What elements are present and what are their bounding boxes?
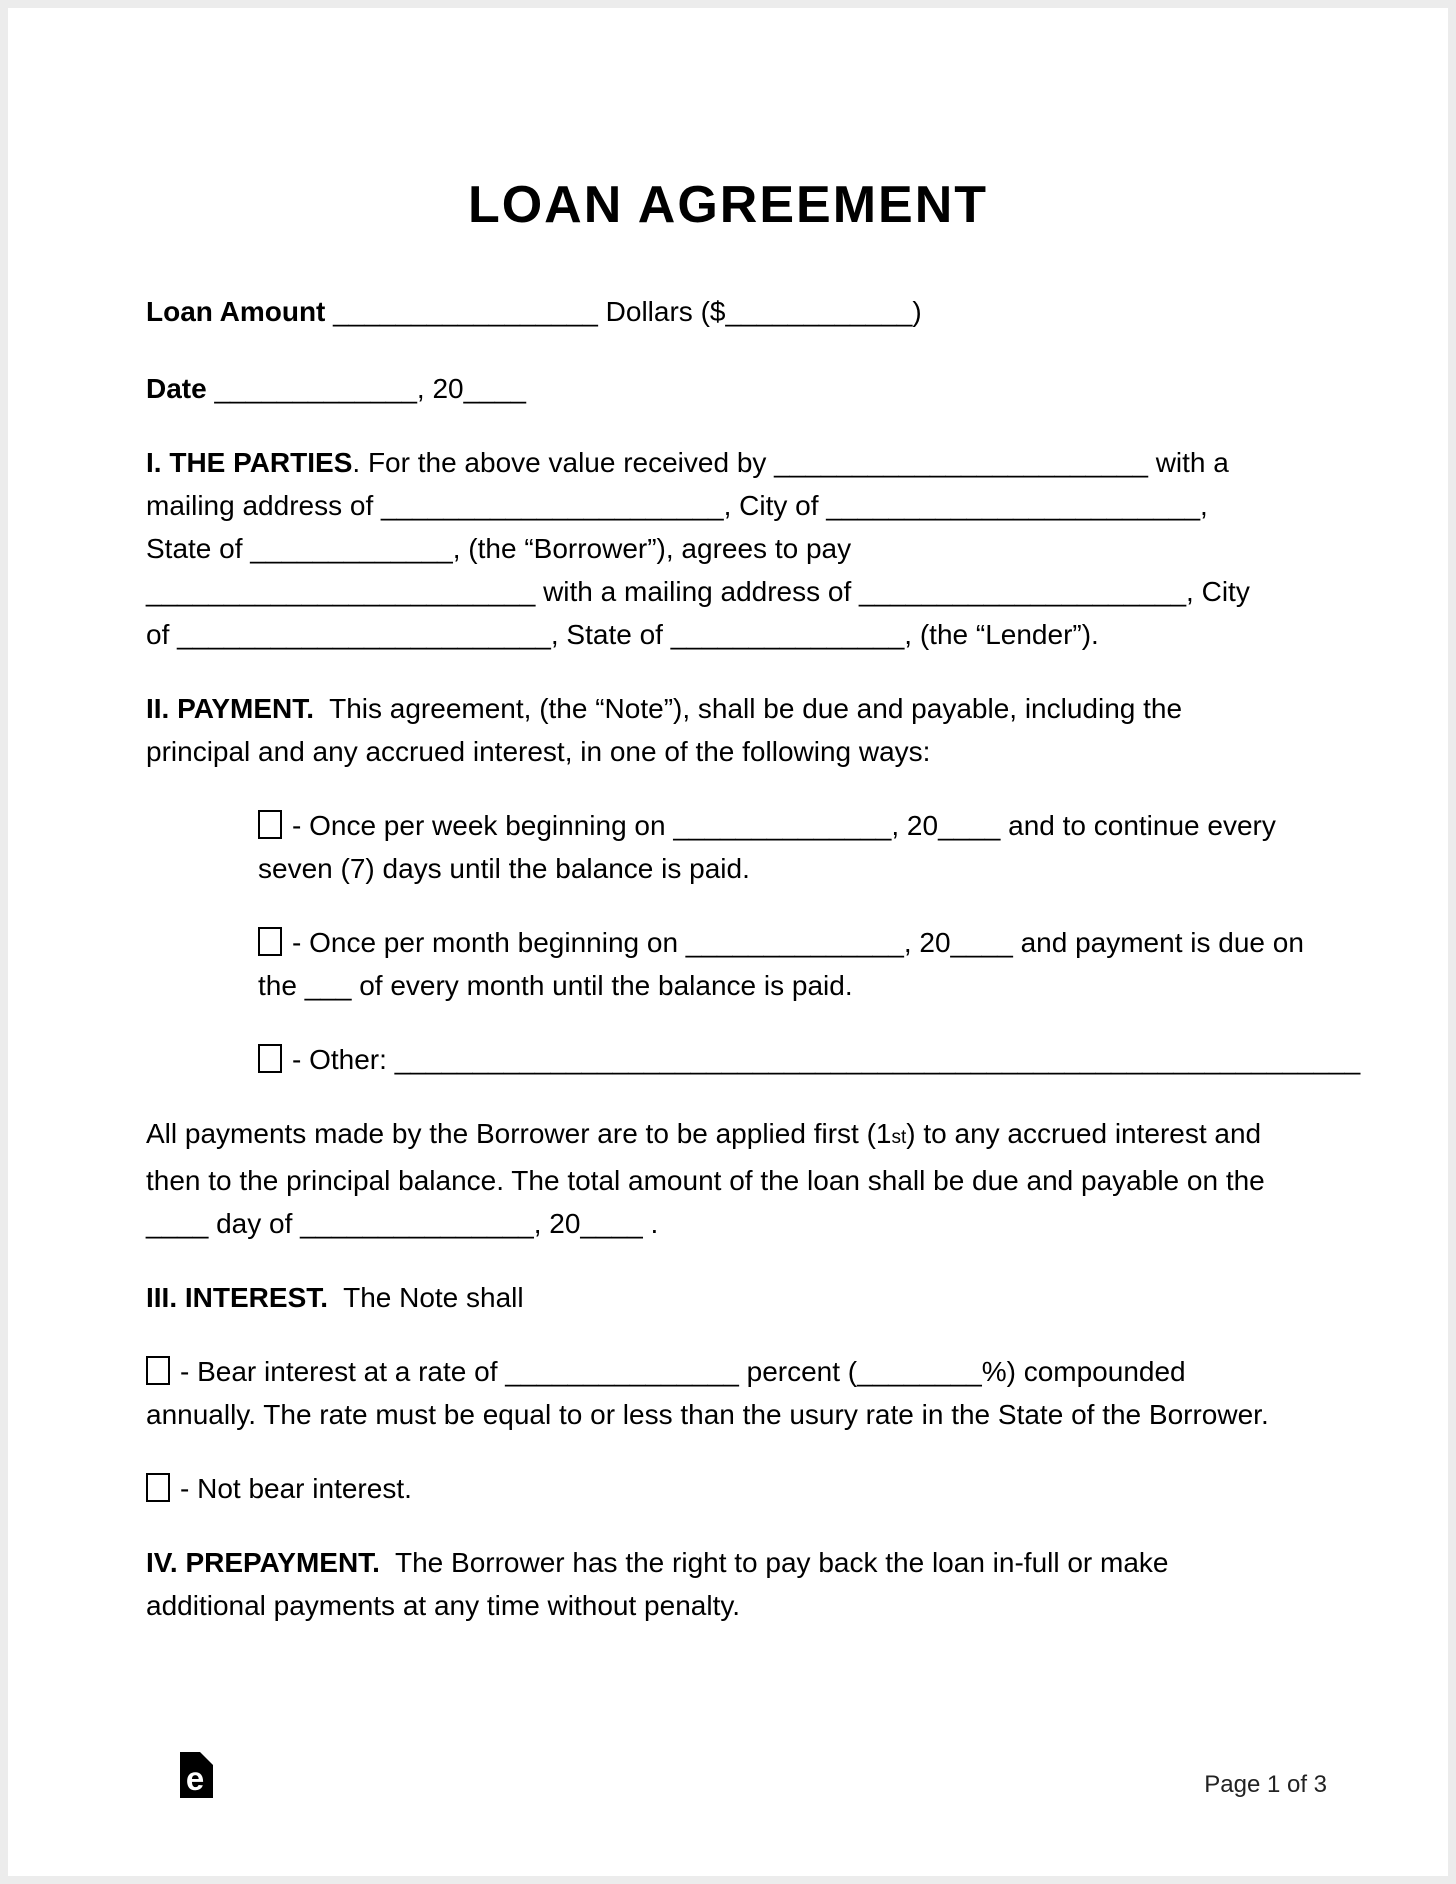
loan-amount-label: Loan Amount — [146, 296, 326, 327]
loan-amount-section — [146, 290, 1310, 333]
payment-option-other-text: - Other: ______________________________________________________________ — [292, 1044, 1361, 1075]
parties-line-5: of ________________________, State of _______________, (the “Lender”). — [146, 619, 1099, 650]
document-page — [8, 8, 1448, 1876]
payment-option-weekly — [146, 804, 1310, 890]
eforms-logo-icon — [180, 1752, 213, 1798]
interest-section — [146, 1276, 1310, 1319]
interest-option-bear-line-1 — [146, 1350, 1310, 1393]
payment-option-weekly-line-1 — [146, 804, 1310, 847]
payment-option-other — [146, 1038, 1361, 1081]
checkbox-icon[interactable] — [146, 1356, 170, 1385]
eforms-logo-letter: e — [185, 1760, 205, 1797]
page-number: Page 1 of 3 — [1204, 1771, 1327, 1798]
interest-heading: III. INTEREST. — [146, 1282, 329, 1313]
parties-line-2: mailing address of ______________________, City of ________________________, — [146, 490, 1208, 521]
checkbox-icon[interactable] — [146, 1473, 170, 1502]
payments-applied-part-2: ) to any accrued interest and — [906, 1118, 1262, 1149]
prepayment-line-1-text: The Borrower has the right to pay back the loan in-full or make — [379, 1547, 1169, 1578]
payment-line-1 — [146, 687, 1310, 730]
payment-option-monthly — [146, 921, 1310, 1007]
payments-applied-line-1 — [146, 1112, 1310, 1159]
payment-heading: II. PAYMENT. — [146, 693, 315, 724]
payment-option-other-line — [146, 1038, 1361, 1081]
parties-line-4: _________________________ with a mailing address of _____________________, City — [146, 576, 1250, 607]
parties-heading: I. THE PARTIES — [146, 447, 353, 478]
loan-amount-line — [146, 290, 1310, 333]
interest-option-bear — [146, 1350, 1310, 1436]
parties-line-3: State of _____________, (the “Borrower”), agrees to pay — [146, 533, 852, 564]
payments-applied-section — [146, 1112, 1310, 1245]
interest-line-1 — [146, 1276, 1310, 1319]
document-title: LOAN AGREEMENT — [467, 176, 989, 234]
parties-section — [146, 441, 1310, 656]
checkbox-icon[interactable] — [258, 810, 282, 839]
payment-option-monthly-text: - Once per month beginning on ______________, 20____ and payment is due on — [292, 927, 1304, 958]
payment-option-weekly-text: - Once per week beginning on ______________, 20____ and to continue every — [292, 810, 1276, 841]
parties-line-1 — [146, 441, 1310, 484]
checkbox-icon[interactable] — [258, 927, 282, 956]
interest-option-not-bear-text: - Not bear interest. — [180, 1473, 412, 1504]
interest-option-not-bear-line — [146, 1467, 1310, 1510]
interest-option-bear-text: - Bear interest at a rate of _______________ percent (________%) compounded — [180, 1356, 1186, 1387]
date-label: Date — [146, 373, 207, 404]
parties-line-1-text: . For the above value received by ________________________ with a — [352, 447, 1229, 478]
payment-line-1-text: This agreement, (the “Note”), shall be due and payable, including the — [314, 693, 1183, 724]
payments-applied-line-2: then to the principal balance. The total amount of the loan shall be due and payable on the — [146, 1165, 1265, 1196]
payment-option-monthly-line-1 — [146, 921, 1310, 964]
prepayment-line-2: additional payments at any time without penalty. — [146, 1590, 741, 1621]
payment-option-weekly-line-2: seven (7) days until the balance is paid. — [258, 853, 750, 884]
payment-option-monthly-line-2: the ___ of every month until the balance is paid. — [258, 970, 853, 1001]
date-line — [146, 367, 1310, 410]
payment-line-2: principal and any accrued interest, in one of the following ways: — [146, 736, 931, 767]
payment-section — [146, 687, 1310, 773]
payments-applied-part-1: All payments made by the Borrower are to be applied first (1 — [146, 1118, 892, 1149]
interest-line-1-text: The Note shall — [328, 1282, 524, 1313]
prepayment-line-1 — [146, 1541, 1310, 1584]
date-section — [146, 367, 1310, 410]
ordinal-suffix: st — [891, 1127, 907, 1148]
interest-option-bear-line-2: annually. The rate must be equal to or less than the usury rate in the State of the Borrower. — [146, 1399, 1269, 1430]
interest-option-not-bear — [146, 1467, 1310, 1510]
date-blank: _____________, 20____ — [206, 373, 526, 404]
payments-applied-line-3: ____ day of _______________, 20____ . — [146, 1208, 659, 1239]
checkbox-icon[interactable] — [258, 1044, 282, 1073]
loan-amount-blank: _________________ Dollars ($____________) — [325, 296, 922, 327]
prepayment-heading: IV. PREPAYMENT. — [146, 1547, 380, 1578]
prepayment-section — [146, 1541, 1310, 1627]
